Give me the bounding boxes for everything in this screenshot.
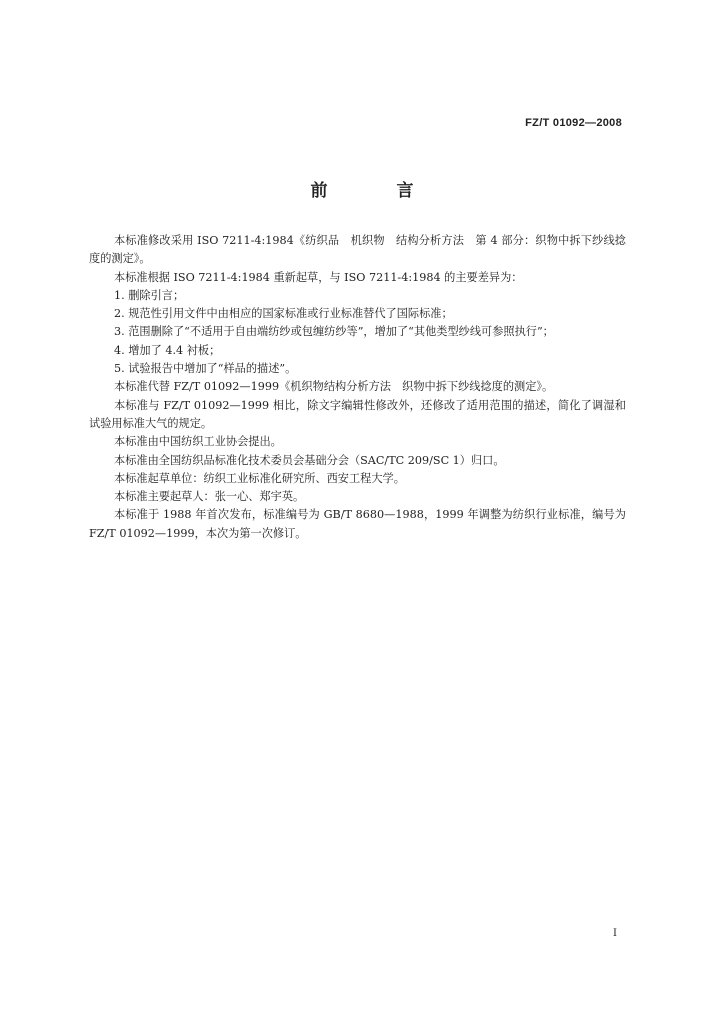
- paragraph-adoption: 本标准修改采用 ISO 7211-4:1984《纺织品 机织物 结构分析方法 第 4 部分：织物中拆下纱线捻度的测定》。: [89, 234, 626, 266]
- paragraph-proposed-by: 本标准由中国纺织工业协会提出。: [114, 435, 282, 449]
- difference-item-4: 4. 增加了 4.4 衬板；: [114, 343, 221, 357]
- paragraph-centralized-by: 本标准由全国纺织品标准化技术委员会基础分会（SAC/TC 209/SC 1）归口。: [114, 453, 505, 467]
- page-title: 前 言: [310, 181, 440, 201]
- page-number: I: [613, 928, 617, 939]
- difference-item-1: 1. 删除引言；: [114, 288, 185, 302]
- paragraph-replaces: 本标准代替 FZ/T 01092—1999《机织物结构分析方法 织物中拆下纱线捻度的测定》。: [114, 380, 554, 394]
- difference-item-5: 5. 试验报告中增加了“样品的描述”。: [114, 362, 297, 376]
- preface-body: [89, 232, 626, 543]
- paragraph-differences-intro: 本标准根据 ISO 7211-4:1984 重新起草，与 ISO 7211-4:1984 的主要差异为：: [114, 270, 523, 284]
- paragraph-drafting-units: 本标准起草单位：纺织工业标准化研究所、西安工程大学。: [114, 471, 405, 485]
- paragraph-history: 本标准于 1988 年首次发布，标准编号为 GB/T 8680—1988，1999 年调整为纺织行业标准，编号为 FZ/T 01092—1999，本次为第一次修订。: [89, 508, 626, 540]
- standard-number: FZ/T 01092—2008: [525, 117, 622, 129]
- paragraph-comparison: 本标准与 FZ/T 01092—1999 相比，除文字编辑性修改外，还修改了适用范围的描述，简化了调湿和试验用标准大气的规定。: [89, 398, 626, 430]
- difference-item-3: 3. 范围删除了“不适用于自由端纺纱或包缠纺纱等”，增加了“其他类型纱线可参照执行”；: [114, 325, 554, 339]
- difference-item-2: 2. 规范性引用文件中由相应的国家标准或行业标准替代了国际标准；: [114, 307, 453, 321]
- paragraph-drafters: 本标准主要起草人：张一心、郑宇英。: [114, 490, 305, 504]
